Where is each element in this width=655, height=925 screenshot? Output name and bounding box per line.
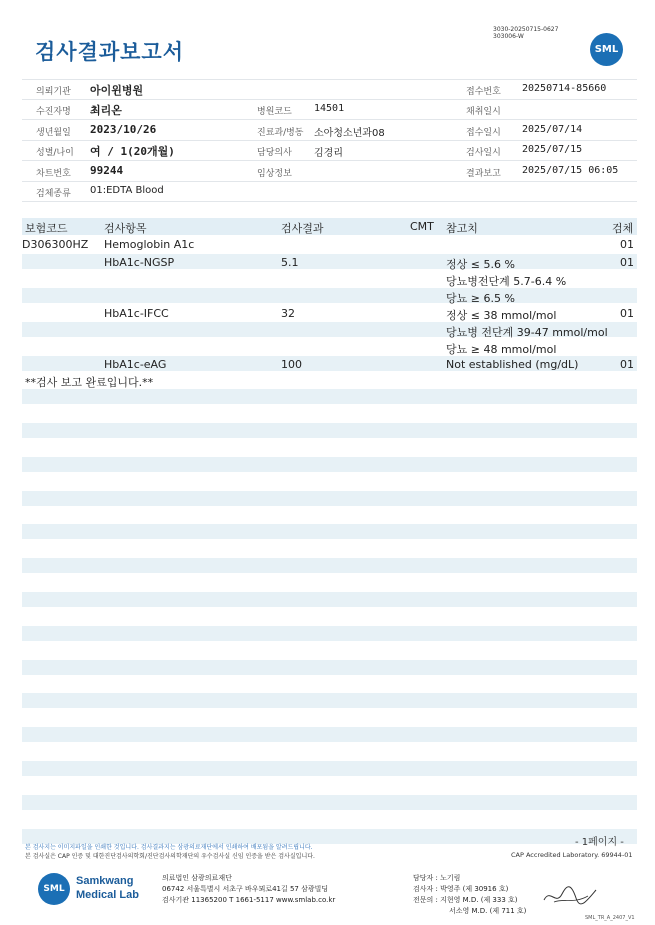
header-cmt: CMT xyxy=(410,220,434,233)
receipt-no-label: 접수번호 xyxy=(466,87,501,97)
row-band xyxy=(22,660,637,675)
signature-icon xyxy=(540,880,600,910)
cell-result: 32 xyxy=(281,307,295,320)
cell-ref: 당뇨 ≥ 48 mmol/mol xyxy=(446,343,557,356)
divider xyxy=(22,181,637,182)
divider xyxy=(22,201,637,202)
receipt-date-value: 2025/07/14 xyxy=(522,124,583,135)
report-date-value: 2025/07/15 06:05 xyxy=(522,165,619,176)
report-date-label: 결과보고 xyxy=(466,169,501,179)
sex-age-label: 성별/나이 xyxy=(36,148,74,158)
cell-ref: Not established (mg/dL) xyxy=(446,358,579,371)
cell-ref: 당뇨병 전단계 39-47 mmol/mol xyxy=(446,326,608,339)
cell-code: D306300HZ xyxy=(22,238,89,251)
dept-label: 진료과/병동 xyxy=(257,128,304,138)
doctor-label: 담당의사 xyxy=(257,148,292,158)
divider xyxy=(22,160,637,161)
divider xyxy=(22,79,637,80)
tester-value: 최리온 xyxy=(90,104,122,117)
birth-value: 2023/10/26 xyxy=(90,123,157,136)
row-band xyxy=(22,558,637,573)
clinical-label: 임상정보 xyxy=(257,169,292,179)
divider xyxy=(22,140,637,141)
specimen-value: 01:EDTA Blood xyxy=(90,185,164,196)
cell-ref: 정상 ≤ 38 mmol/mol xyxy=(446,309,557,322)
footer-staff: 담당자 : 노기림 검사자 : 박영주 (제 30916 호) 전문의 : 지현영 M.D. (제 333 호) 서소영 M.D. (제 711 호) xyxy=(413,874,527,915)
institution-label: 의뢰기관 xyxy=(36,87,71,97)
row-band xyxy=(22,491,637,506)
row-band xyxy=(22,457,637,472)
header-result: 검사결과 xyxy=(281,222,324,235)
cell-result: 100 xyxy=(281,358,302,371)
footer-sml-logo: SML xyxy=(38,873,70,905)
row-band xyxy=(22,693,637,708)
header-specimen: 검체 xyxy=(612,222,634,235)
row-band xyxy=(22,626,637,641)
cell-result: 5.1 xyxy=(281,256,299,269)
row-band xyxy=(22,423,637,438)
page-title: 검사결과보고서 xyxy=(35,40,185,64)
row-band xyxy=(22,761,637,776)
divider xyxy=(22,119,637,120)
sml-logo: SML xyxy=(590,33,623,66)
birth-label: 생년월일 xyxy=(36,128,71,138)
dept-value: 소아청소년과08 xyxy=(314,128,385,139)
cell-specimen: 01 xyxy=(620,307,634,320)
completion-note: **검사 보고 완료입니다.** xyxy=(25,376,154,389)
cap-accreditation: CAP Accredited Laboratory. 69944-01 xyxy=(511,851,633,859)
cell-item: Hemoglobin A1c xyxy=(104,238,195,251)
receipt-no-value: 20250714-85660 xyxy=(522,83,607,94)
specimen-label: 검체종류 xyxy=(36,189,71,199)
row-band xyxy=(22,727,637,742)
hospital-code-label: 병원코드 xyxy=(257,107,292,117)
row-band xyxy=(22,389,637,404)
print-notice: 본 검사지는 이미지파일을 인쇄한 것입니다. 검사결과지는 삼광의료재단에서 인쇄하여 배포됨을 알려드립니다. xyxy=(25,844,313,851)
hospital-code-value: 14501 xyxy=(314,103,345,114)
sex-age-value: 여 / 1(20개월) xyxy=(90,145,175,158)
collect-date-label: 채취일시 xyxy=(466,107,501,117)
cell-ref: 정상 ≤ 5.6 % xyxy=(446,258,515,271)
institution-value: 아이윈병원 xyxy=(90,84,144,97)
cell-item: HbA1c-NGSP xyxy=(104,256,175,269)
cell-ref: 당뇨 ≥ 6.5 % xyxy=(446,292,515,305)
row-band xyxy=(22,524,637,539)
test-date-value: 2025/07/15 xyxy=(522,144,583,155)
cell-item: HbA1c-IFCC xyxy=(104,307,169,320)
chart-no-label: 차트번호 xyxy=(36,169,71,179)
tester-label: 수진자명 xyxy=(36,107,71,117)
accreditation-notice: 본 검사실은 CAP 인증 및 대한진단검사의학회/진단검사의학재단의 우수검사실 신임 인증을 받은 검사실입니다. xyxy=(25,853,315,860)
chart-no-value: 99244 xyxy=(90,164,124,177)
header-ref: 참고치 xyxy=(446,222,478,235)
doctor-value: 김경리 xyxy=(314,148,343,159)
test-date-label: 검사일시 xyxy=(466,148,501,158)
row-band xyxy=(22,288,637,303)
row-band xyxy=(22,592,637,607)
row-band xyxy=(22,795,637,810)
document-id: 3030-20250715-0627 303006-W xyxy=(493,26,559,40)
page-number: - 1페이지 - xyxy=(575,837,624,848)
header-code: 보험코드 xyxy=(25,222,68,235)
cell-specimen: 01 xyxy=(620,256,634,269)
footer-brand: Samkwang Medical Lab xyxy=(76,875,139,901)
cell-item: HbA1c-eAG xyxy=(104,358,167,371)
form-version: SML_TR_A_2407_V1 xyxy=(585,915,635,921)
cell-specimen: 01 xyxy=(620,238,634,251)
divider xyxy=(22,99,637,100)
receipt-date-label: 접수일시 xyxy=(466,128,501,138)
header-item: 검사항목 xyxy=(104,222,147,235)
cell-specimen: 01 xyxy=(620,358,634,371)
footer-address: 의료법인 삼광의료재단 06742 서울특별시 서초구 바우뫼로41길 57 삼광빌딩 검사기관 11365200 T 1661-5117 www.smlab.co.kr xyxy=(162,874,336,904)
cell-ref: 당뇨병전단계 5.7-6.4 % xyxy=(446,275,567,288)
